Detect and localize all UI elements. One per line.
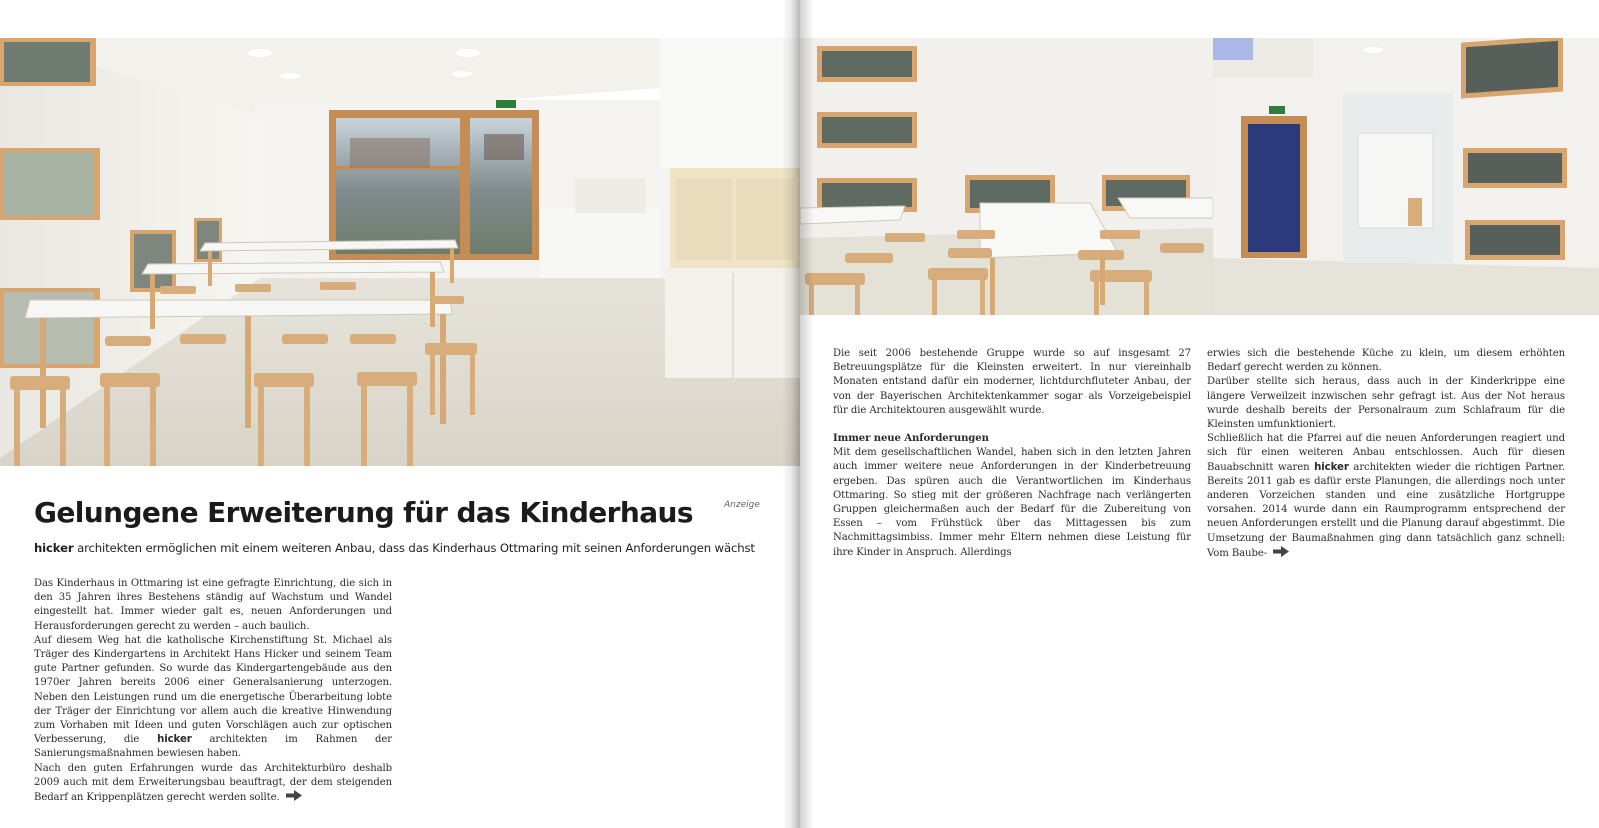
paragraph: Mit dem gesellschaftlichen Wandel, haben sich in den letzten Jahren auch immer weitere neue Anforderungen in der Kinderbetreuung ergeben. Das spüren auch die Verantwortlichen im Kinderhaus Ottmaring. So stieg mit der größeren Nachfrage nach verlängerten Gruppen gleichermaßen auch der Bedarf für die Zubereitung von Essen – vom Frühstück über das Mittagessen bis zum Nachmittagsimbiss. Immer mehr Eltern nehmen diese Leistung für ihre Kinder in Anspruch. Allerdings (833, 447, 1191, 558)
paragraph: Die seit 2006 bestehende Gruppe wurde so auf insgesamt 27 Betreuungsplätze für die Kleinsten erweitert. In nur viereinhalb Monaten entstand dafür ein moderner, lichtdurchfluteter Anbau, der von der Bayerischen Architektenkammer sogar als Vorzeigebeispiel für die Architektouren ausgewählt wurde. (833, 348, 1191, 416)
paragraph: Das Kinderhaus in Ottmaring ist eine gefragte Einrichtung, die sich in den 35 Jahren ihres Bestehens ständig auf Wachstum und Wandel eingestellt hat. Immer wieder galt es, neuen Anforderungen und Herausforderungen gerecht zu werden – auch baulich. (34, 578, 392, 632)
subline-text: architekten ermöglichen mit einem weiteren Anbau, dass das Kinderhaus Ottmaring mit seinen Anforderungen wächst (73, 541, 755, 555)
brand-name: hicker (34, 541, 74, 555)
subheading: Immer neue Anforderungen (833, 433, 989, 445)
subline (34, 541, 755, 555)
headline: Gelungene Erweiterung für das Kinderhaus (34, 496, 693, 529)
body-column-2 (833, 347, 1191, 560)
advertisement-label: Anzeige (724, 500, 760, 510)
paragraph-text: architekten im Rahmen der Sanierungsmaßnahmen bewiesen haben. (34, 734, 392, 760)
dining-room-photo (800, 38, 1213, 315)
paragraph (34, 762, 392, 806)
classroom-photo (0, 38, 800, 466)
continue-arrow-icon (286, 790, 302, 801)
paragraph (34, 634, 392, 762)
body-column-3 (1207, 347, 1565, 561)
paragraph: Darüber stellte sich heraus, dass auch in der Kinderkrippe eine längere Verweilzeit inzwischen sehr gefragt ist. Aus der Not heraus wurde deshalb bereits der Personalraum zum Schlafraum für die Kleinsten umfunktioniert. (1207, 376, 1565, 431)
paragraph-text: Nach den guten Erfahrungen wurde das Architekturbüro deshalb 2009 auch mit dem Erweiterungsbau beauftragt, der dem steigenden Bedarf an Krippenplätzen gerecht werden sollte. (34, 762, 392, 804)
paragraph-text: architekten wieder die richtigen Partner. Bereits 2011 gab es dafür erste Planungen, die allerdings noch unter anderen Vorzeichen standen und eine zusätzliche Hortgruppe vorsahen. 2014 wurde dann ein Raumprogramm entsprechend der neuen Anforderungen erstellt und die Planung darauf abgestimmt. Die Umsetzung der Baumaßnahmen ging dann tatsächlich ganz schnell: Vom Baube- (1207, 461, 1565, 559)
continue-arrow-icon (1273, 546, 1289, 557)
paragraph (1207, 432, 1565, 561)
body-column-1 (34, 577, 392, 805)
paragraph-text: Auf diesem Weg hat die katholische Kirchenstiftung St. Michael als Träger des Kindergartens in Architekt Hans Hicker und seinem Team gute Partner gefunden. So wurde das Kindergartengebäude aus den 1970er Jahren bereits 2006 einer Generalsanierung unterzogen. Neben den Leistungen rund um die energetische Überarbeitung lobte der Träger der Einrichtung vor allem auch die kreative Hinwendung zum Vorhaben mit Ideen und guten Vorschlägen auch zur optischen Verbesserung, die (34, 634, 392, 746)
brand-name: hicker (157, 734, 192, 746)
brand-name: hicker (1314, 461, 1349, 473)
paragraph-text: Schließlich hat die Pfarrei auf die neuen Anforderungen reagiert und sich für einen weiteren Anbau entschlossen. Auch für diesen Bauabschnitt waren (1207, 433, 1565, 473)
corridor-photo (1213, 38, 1599, 315)
paragraph: erwies sich die bestehende Küche zu klein, um diesem erhöhten Bedarf gerecht werden zu können. (1207, 348, 1565, 374)
